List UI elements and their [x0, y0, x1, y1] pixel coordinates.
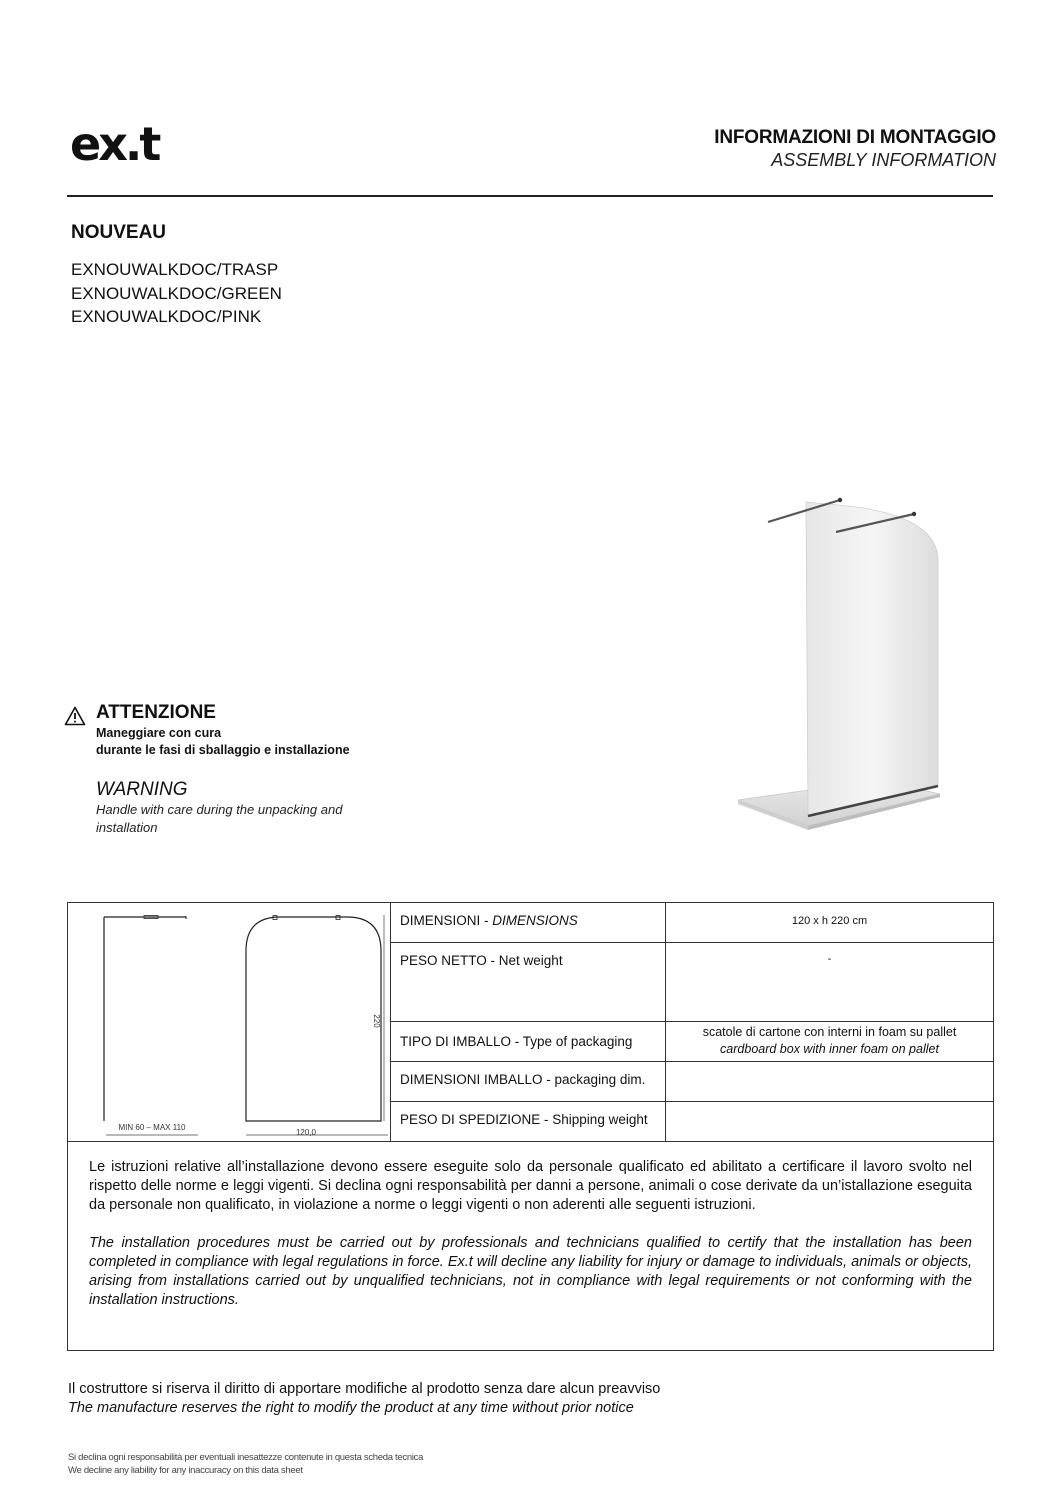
spec-value-text: 120 x h 220 cm [791, 915, 868, 927]
warning-triangle-icon [64, 706, 86, 726]
disclaimer [68, 1452, 423, 1477]
header-title: INFORMAZIONI DI MONTAGGIO [714, 127, 996, 148]
header-divider [67, 195, 993, 197]
product-code: EXNOUWALKDOC/PINK [71, 307, 262, 326]
instructions-en: The installation procedures must be carried out by professionals and technicians qualified to certify that the installation has been completed in compliance with legal regulations in force. Ex.t will decline any liability for injury or damage to individuals, animals or objects, arising from installations carried out by unqualified technicians, not in compliance with legal requirements or not conforming with the installation instructions. [89, 1235, 972, 1308]
spec-label-en: DIMENSIONS [492, 913, 578, 928]
spec-value [666, 903, 993, 942]
warning-line: durante le fasi di sballaggio e installazione [96, 743, 350, 757]
spec-label: PESO NETTO - Net weight [391, 943, 666, 1021]
spec-table [391, 903, 993, 1141]
spec-value-text: scatole di cartone con interni in foam su pallet [702, 1025, 957, 1039]
warning-title: ATTENZIONE [96, 702, 216, 723]
side-dimension-label: MIN 60 – MAX 110 [118, 1123, 186, 1132]
width-dimension-label: 120,0 [295, 1128, 317, 1137]
header-subtitle: ASSEMBLY INFORMATION [771, 150, 996, 170]
product-image [730, 488, 960, 838]
spec-value [666, 1062, 993, 1101]
warning-line: Maneggiare con cura [96, 726, 222, 740]
spec-label-it: DIMENSIONI [400, 913, 481, 928]
spec-label: PESO DI SPEDIZIONE - Shipping weight [391, 1102, 666, 1141]
spec-row [391, 1102, 993, 1141]
spec-label-it: PESO DI SPEDIZIONE [400, 1112, 541, 1127]
ext-logo [70, 108, 190, 172]
document-header [714, 126, 996, 172]
spec-label-it: PESO NETTO [400, 953, 487, 968]
spec-row [391, 1062, 993, 1102]
height-dimension-label: 220 [372, 1014, 381, 1028]
warning-text-it [96, 725, 386, 759]
footer-note-en: The manufacture reserves the right to modify the product at any time without prior notice [68, 1400, 634, 1416]
spec-value [666, 943, 993, 1021]
spec-row [391, 943, 993, 1022]
disclaimer-en: We decline any liability for any inaccuracy on this data sheet [68, 1464, 303, 1476]
product-name: NOUVEAU [71, 222, 167, 243]
svg-text:ex.t: ex.t [70, 117, 159, 171]
disclaimer-it: Si declina ogni responsabilità per eventuali inesattezze contenute in questa scheda tecnica [68, 1452, 424, 1463]
spec-label-en: Shipping weight [552, 1112, 648, 1127]
footer-note-it: Il costruttore si riserva il diritto di apportare modifiche al prodotto senza dare alcun preavviso [68, 1381, 661, 1397]
instructions-block [68, 1141, 993, 1351]
spec-value [666, 1102, 993, 1141]
spec-label-it: TIPO DI IMBALLO [400, 1034, 512, 1049]
warning-text-en: Handle with care during the unpacking and installation [96, 802, 343, 835]
product-codes [71, 258, 282, 329]
spec-row [391, 903, 993, 943]
warning-title-en: WARNING [96, 779, 188, 800]
spec-value [666, 1022, 993, 1061]
spec-label-en: Net weight [498, 953, 563, 968]
spec-label-en: Type of packaging [522, 1034, 633, 1049]
spec-label: DIMENSIONI IMBALLO - packaging dim. [391, 1062, 666, 1101]
spec-label-it: DIMENSIONI IMBALLO [400, 1072, 543, 1087]
spec-row [391, 1022, 993, 1062]
spec-label: DIMENSIONI - DIMENSIONS [391, 903, 666, 942]
product-code: EXNOUWALKDOC/GREEN [71, 283, 282, 303]
warning-block [96, 702, 386, 836]
technical-drawing [68, 903, 391, 1141]
spec-label-en: packaging dim. [554, 1072, 646, 1087]
spec-value-text: - [827, 953, 832, 965]
spec-value-text-en: cardboard box with inner foam on pallet [720, 1042, 939, 1056]
product-code: EXNOUWALKDOC/TRASP [71, 260, 279, 279]
instructions-it: Le istruzioni relative all’installazione devono essere eseguite solo da personale qualificato ed abilitato a certificare il lavoro svolto nel rispetto delle norme e leggi vigenti. Si declina ogni responsabilità per danni a persone, animali o cose derivate da un’istallazione eseguita da personale non qualificato, in violazione a norme o leggi vigenti o non aderenti alle seguenti istruzioni. [89, 1159, 972, 1213]
drawing-svg [68, 903, 390, 1141]
footer-note [68, 1380, 660, 1418]
spec-label: TIPO DI IMBALLO - Type of packaging [391, 1022, 666, 1061]
spec-box [67, 902, 994, 1351]
